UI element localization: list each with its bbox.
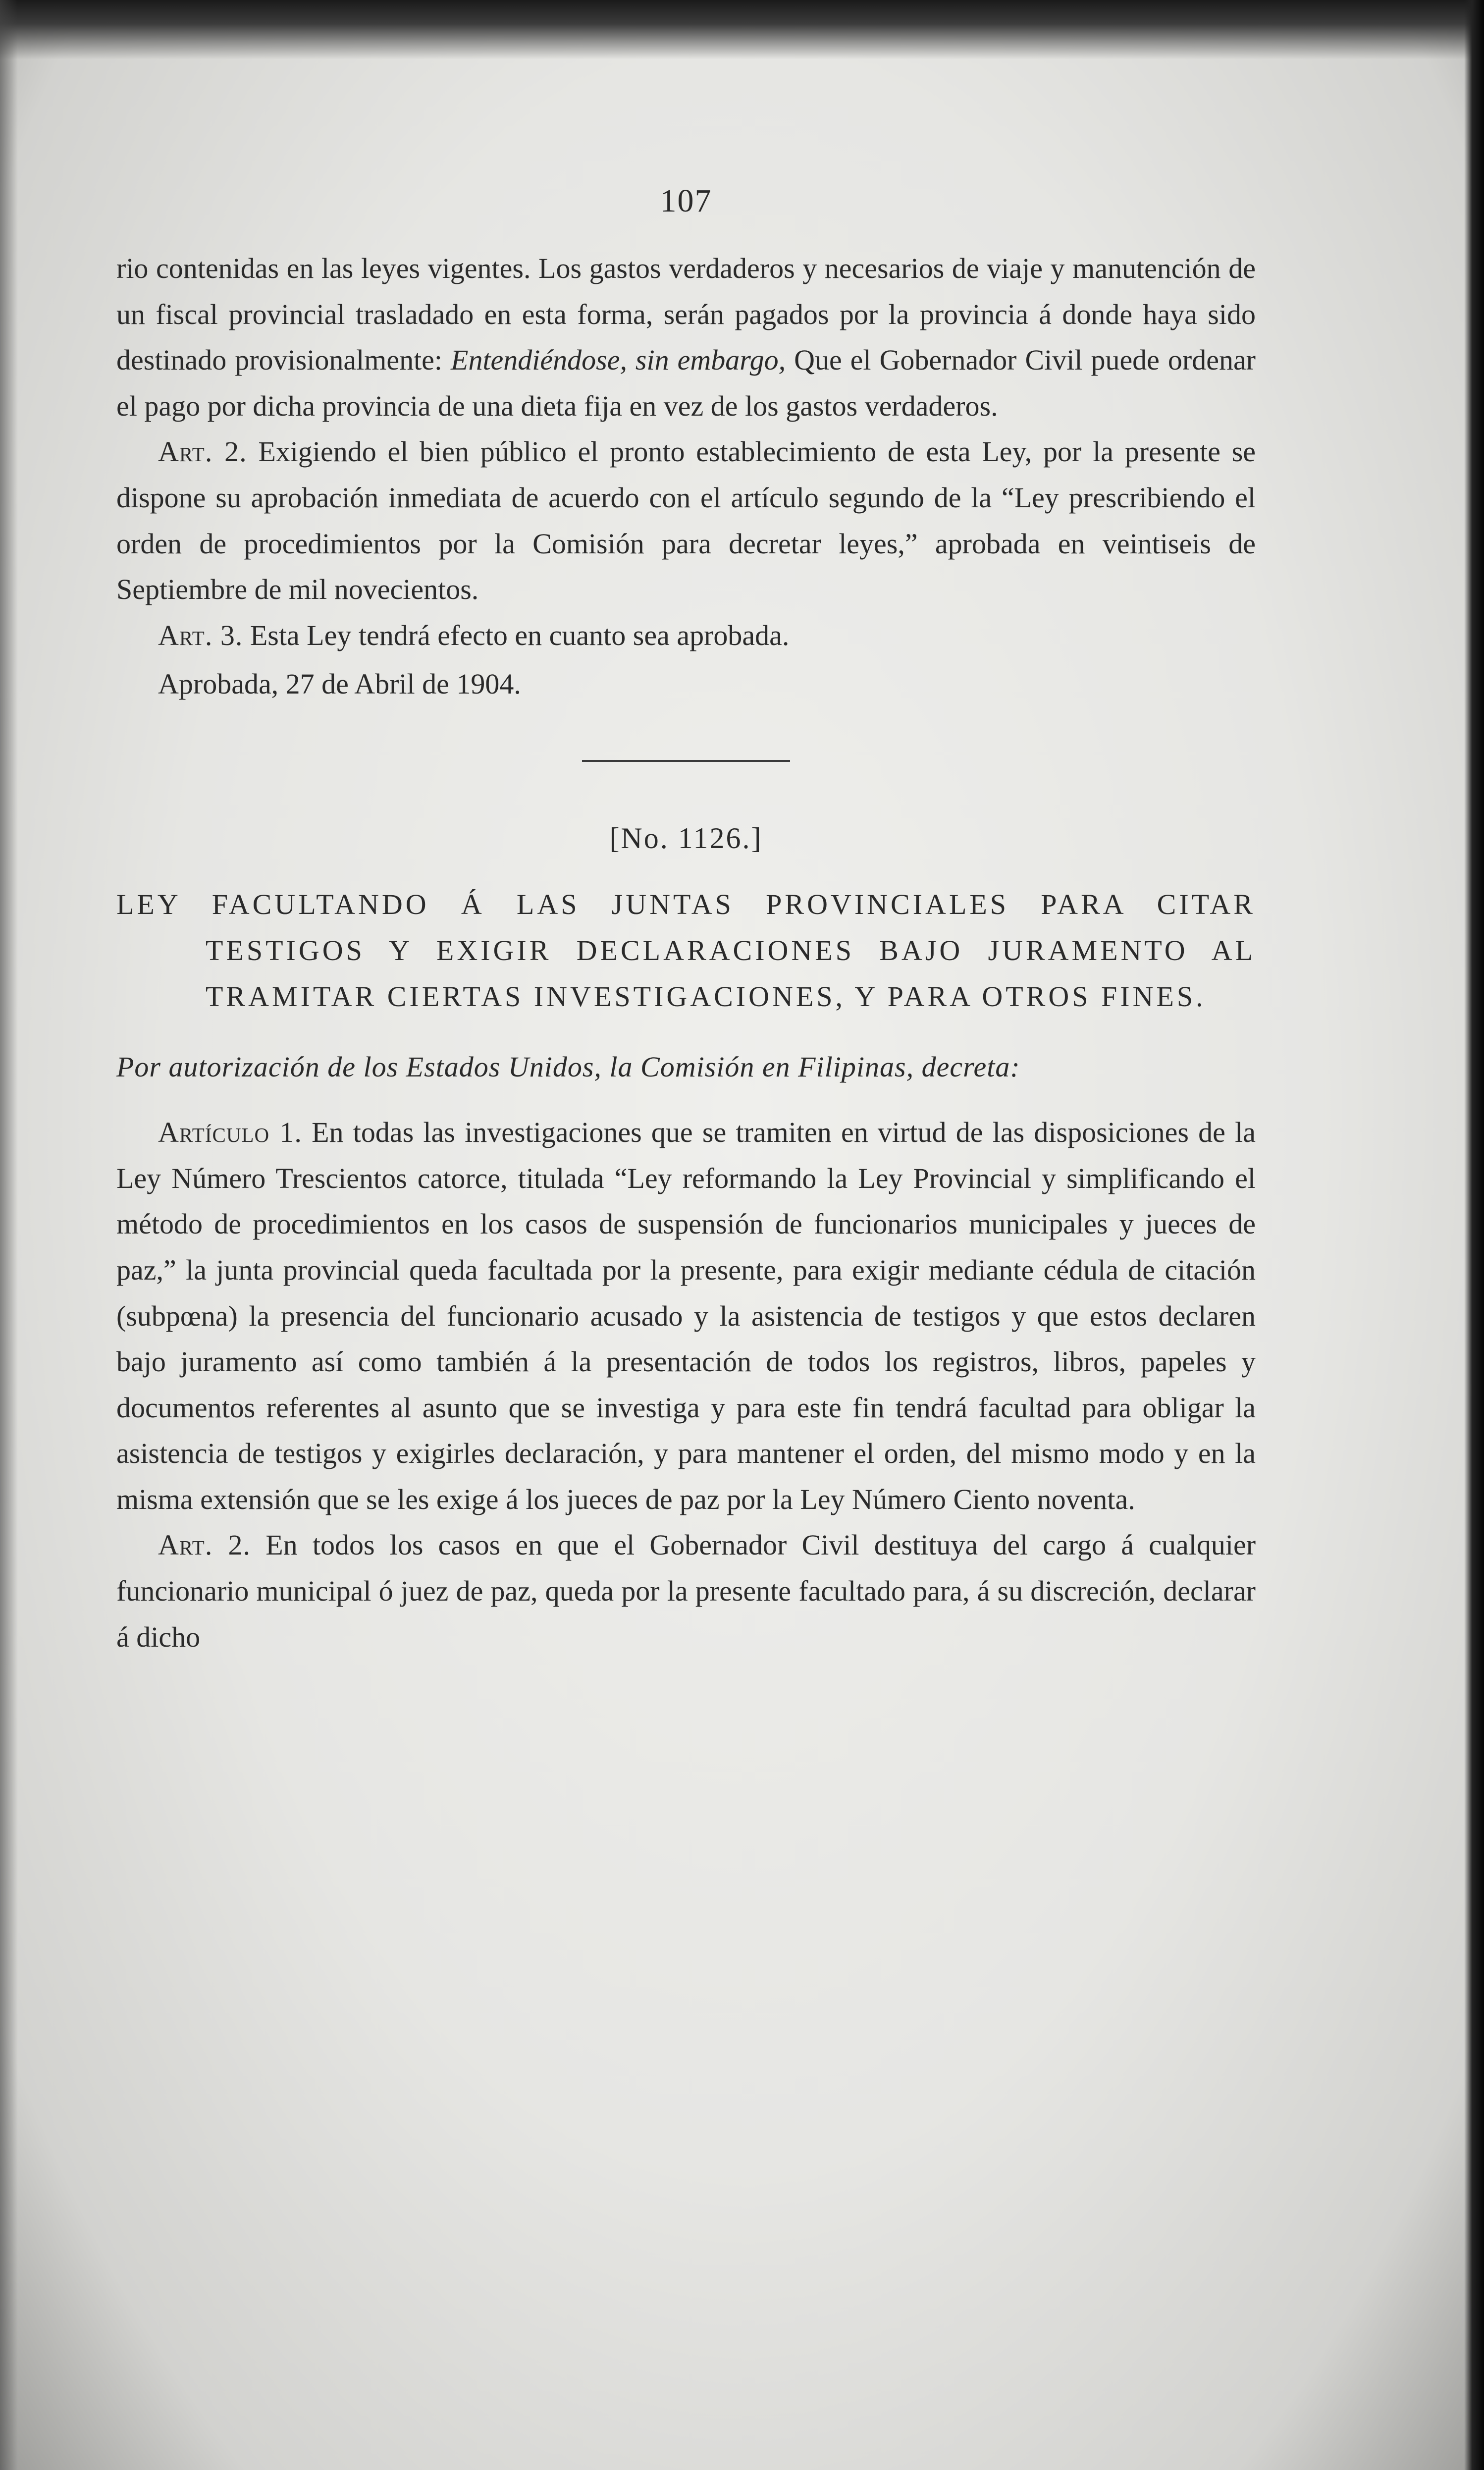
prev-law-article-2-text: Exigiendo el bien público el pronto establecimiento de esta Ley, por la presente se dispone su aprobación inmediata de acuerdo con el artículo segundo de la “Ley prescribiendo el orden de procedimientos por la Comisión para decretar leyes,” aprobada en veintiseis de Septiembre de mil novecientos.	[116, 435, 1256, 606]
prev-law-article-2-label: Art. 2.	[158, 435, 247, 468]
law-title: LEY FACULTANDO Á LAS JUNTAS PROVINCIALES PARA CITAR TESTIGOS Y EXIGIR DECLARACIONES BAJO JURAMENTO AL TRAMITAR CIERTAS INVESTIGACIONES, Y PARA OTROS FINES.	[116, 888, 1256, 1013]
prev-law-paragraph-1-text: rio contenidas en las leyes vigentes. Los gastos verdaderos y necesarios de viaje y manutención de un fiscal provincial trasladado en esta forma, serán pagados por la provincia á donde haya sido destinado provisionalmente:	[116, 252, 1256, 376]
new-law-article-2-text: En todos los casos en que el Gobernador Civil destituya del cargo á cualquier funcionario municipal ó juez de paz, queda por la presente facultado para, á su discreción, declarar á dicho	[116, 1529, 1256, 1653]
scan-shadow-right	[1464, 0, 1484, 2470]
new-law-article-2	[116, 1522, 1256, 1660]
approval-date: Aprobada, 27 de Abril de 1904.	[158, 668, 521, 700]
scan-shadow-left	[0, 0, 18, 2470]
prev-law-article-3-text: Esta Ley tendrá efecto en cuanto sea aprobada.	[250, 619, 790, 651]
new-law-article-1-text: En todas las investigaciones que se tramiten en virtud de las disposiciones de la Ley Número Trescientos catorce, titulada “Ley reformando la Ley Provincial y simplificando el método de procedimientos en los casos de suspensión de funcionarios municipales y jueces de paz,” la junta provincial queda facultada por la presente, para exigir mediante cédula de citación (subpœna) la presencia del funcionario acusado y la asistencia de testigos y que estos declaren bajo juramento así como también á la presentación de todos los registros, libros, papeles y documentos referentes al asunto que se investiga y para este fin tendrá facultad para obligar la asistencia de testigos y exigirles declaración, y para mantener el orden, del mismo modo y en la misma extensión que se les exige á los jueces de paz por la Ley Número Ciento noventa.	[116, 1116, 1256, 1515]
scan-shadow-top	[0, 0, 1484, 59]
page-content	[116, 178, 1256, 1660]
enacting-clause: Por autorización de los Estados Unidos, la Comisión en Filipinas, decreta:	[116, 1050, 1020, 1083]
new-law-article-1	[116, 1110, 1256, 1522]
new-law-article-1-label: Artículo 1.	[158, 1116, 302, 1149]
section-divider	[582, 760, 790, 762]
page-number: 107	[660, 183, 712, 219]
prev-law-article-2	[116, 429, 1256, 612]
prev-law-article-3-label: Art. 3.	[158, 619, 243, 651]
prev-law-paragraph-1-end: Que el Gobernador Civil puede ordenar el pago por dicha provincia de una dieta fija en vez de los gastos verdaderos.	[116, 344, 1256, 422]
law-number: [No. 1126.]	[609, 821, 763, 855]
prev-law-paragraph-1	[116, 246, 1256, 429]
prev-law-paragraph-1-italic: Entendiéndose, sin embargo,	[451, 344, 786, 376]
new-law-article-2-label: Art. 2.	[158, 1529, 251, 1561]
prev-law-article-3	[116, 613, 1256, 659]
